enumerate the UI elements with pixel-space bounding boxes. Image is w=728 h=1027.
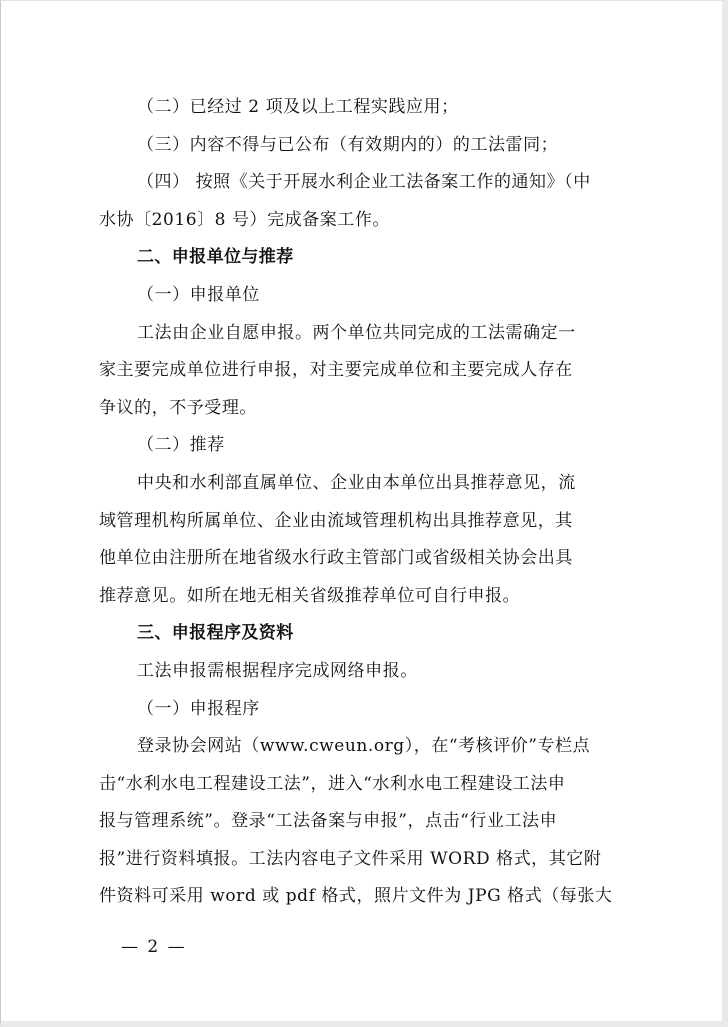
paragraph-line: 争议的，不予受理。: [99, 397, 257, 418]
paragraph-line: （二）已经过 2 项及以上工程实践应用；: [137, 97, 459, 117]
subsection-heading: （一）申报单位: [137, 284, 260, 305]
paragraph-line: 推荐意见。如所在地无相关省级推荐单位可自行申报。: [99, 585, 521, 606]
subsection-heading: （二）推荐: [137, 435, 225, 456]
paragraph-line: 工法由企业自愿申报。两个单位共同完成的工法需确定一: [137, 322, 576, 343]
paragraph-line: 工法申报需根据程序完成网络申报。: [137, 660, 418, 681]
paragraph-line: 报与管理系统”。登录“工法备案与申报”，点击“行业工法申: [99, 811, 558, 832]
paragraph-line: （三）内容不得与已公布（有效期内的）的工法雷同；: [137, 134, 559, 155]
paragraph-line: 家主要完成单位进行申报，对主要完成单位和主要完成人存在: [99, 360, 573, 381]
document-body: [99, 89, 631, 916]
paragraph-line: 他单位由注册所在地省级水行政主管部门或省级相关协会出具: [99, 548, 573, 569]
paragraph-line: 击“水利水电工程建设工法”，进入“水利水电工程建设工法申: [99, 773, 566, 794]
section-heading: 二、申报单位与推荐: [137, 247, 294, 268]
section-heading: 三、申报程序及资料: [137, 623, 294, 644]
paragraph-line: 报”进行资料填报。工法内容电子文件采用 WORD 格式，其它附: [99, 848, 602, 869]
paragraph-line: 域管理机构所属单位、企业由流域管理机构出具推荐意见，其: [99, 510, 573, 531]
page-number: — 2 —: [121, 937, 187, 957]
paragraph-line: 中央和水利部直属单位、企业由本单位出具推荐意见，流: [137, 472, 576, 493]
paragraph-line: 水协〔2016〕8 号）完成备案工作。: [99, 209, 390, 230]
subsection-heading: （一）申报程序: [137, 698, 260, 719]
paragraph-line: 登录协会网站（www.cweun.org），在“考核评价”专栏点: [137, 736, 591, 757]
paragraph-line: （四） 按照《关于开展水利企业工法备案工作的通知》（中: [137, 172, 591, 193]
paragraph-line: 件资料可采用 word 或 pdf 格式，照片文件为 JPG 格式（每张大: [99, 886, 613, 907]
